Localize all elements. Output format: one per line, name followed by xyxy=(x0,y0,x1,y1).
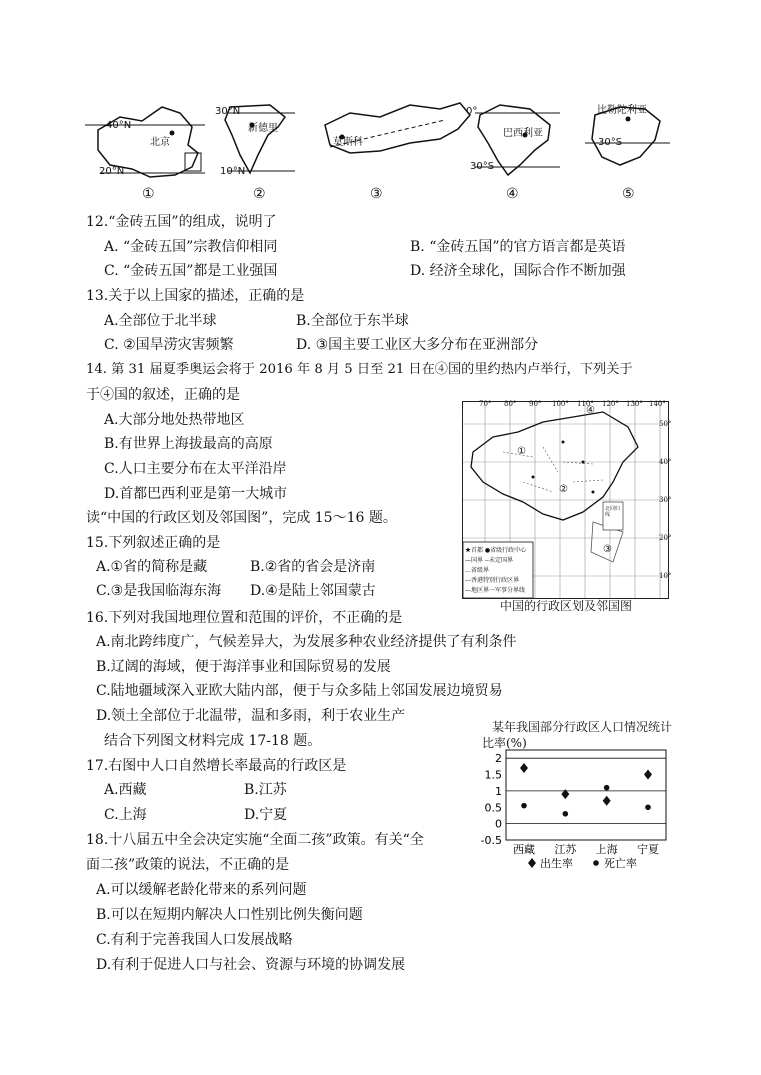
q18-stem-line2: 面二孩”政策的说法，不正确的是 xyxy=(86,857,290,873)
q14-stem-line1: 14. 第 31 届夏季奥运会将于 2016 年 8 月 5 日至 21 日在④国的里约热内卢举行，下列关于 xyxy=(86,362,633,377)
map2-lat1-label: 30°N xyxy=(215,106,241,117)
q12-option-b: B. “金砖五国”的官方语言都是英语 xyxy=(410,239,626,255)
map2-number: ② xyxy=(253,186,266,202)
q13-option-a: A.全部位于北半球 xyxy=(104,313,217,329)
china-map-caption: 中国的行政区划及邻国图 xyxy=(500,599,633,613)
map-mark-4: ④ xyxy=(586,405,595,416)
x-category-label: 江苏 xyxy=(554,843,577,856)
q12-stem: 12.“金砖五国”的组成，说明了 xyxy=(86,214,277,230)
map4-lat2-label: 30°S xyxy=(470,161,495,172)
map1-lat1-label: 40°N xyxy=(106,120,132,131)
map-lat-30: 30° xyxy=(659,496,672,504)
q18-stem-line1: 18.十八届五中全会决定实施“全面二孩”政策。有关“全 xyxy=(86,832,424,848)
read-15-16: 读“中国的行政区划及邻国图”，完成 15～16 题。 xyxy=(86,510,397,526)
map4-lat1-label: 0° xyxy=(466,106,478,117)
x-category-label: 上海 xyxy=(595,843,618,856)
q14-stem-line2: 于④国的叙述，正确的是 xyxy=(86,387,240,403)
q18-option-d: D.有利于促进人口与社会、资源与环境的协调发展 xyxy=(96,957,406,973)
q17-option-c: C.上海 xyxy=(104,807,147,823)
q13-option-d: D. ③国主要工业区大多分布在亚洲部分 xyxy=(296,337,539,353)
q17-option-a: A.西藏 xyxy=(104,782,147,798)
map2-lat2-label: 10°N xyxy=(220,166,246,177)
map-lat-10: 10° xyxy=(659,572,672,580)
map3-number: ③ xyxy=(370,186,383,202)
q16-option-c: C.陆地疆域深入亚欧大陆内部，便于与众多陆上邻国发展边境贸易 xyxy=(96,683,503,699)
q17-option-d: D.宁夏 xyxy=(244,807,288,823)
q17-option-b: B.江苏 xyxy=(244,782,287,798)
map1-number: ① xyxy=(142,186,155,202)
population-chart xyxy=(470,748,675,876)
q15-option-c: C.③是我国临海东海 xyxy=(96,583,222,599)
map-lat-40: 40° xyxy=(659,458,672,466)
read-17-18: 结合下列图文材料完成 17-18 题。 xyxy=(104,733,322,749)
map-mark-1: ① xyxy=(517,446,526,457)
map-legend-2: —国界 --未定国界 xyxy=(465,557,513,564)
map3-city-label: 莫斯科 xyxy=(333,137,363,148)
map-legend-4: ---香港特别行政区界 xyxy=(465,577,520,584)
map-legend-5: —地区界一军事分界线 xyxy=(465,587,526,594)
y-tick-label: 1 xyxy=(495,784,502,798)
map-lon-120: 120° xyxy=(602,400,619,408)
map-legend-3: …省级界 xyxy=(465,567,490,574)
q18-option-b: B.可以在短期内解决人口性别比例失衡问题 xyxy=(96,907,363,923)
map-lon-130: 130° xyxy=(626,400,643,408)
death-rate-point xyxy=(521,803,527,809)
legend-death-label: 死亡率 xyxy=(604,857,637,870)
y-tick-label: 0.5 xyxy=(484,801,502,815)
map-lat-50: 50° xyxy=(659,420,672,428)
q14-option-a: A.大部分地处热带地区 xyxy=(104,412,245,428)
map-legend-1: ★首都 ●省级行政中心 xyxy=(465,547,527,554)
y-tick-label: 1.5 xyxy=(484,768,502,782)
y-tick-label: 0 xyxy=(495,817,502,831)
q14-option-d: D.首都巴西利亚是第一大城市 xyxy=(104,486,288,502)
map-lon-90: 90° xyxy=(529,400,542,408)
x-category-label: 西藏 xyxy=(513,843,535,856)
chart-title: 某年我国部分行政区人口情况统计 xyxy=(492,720,673,734)
q17-stem: 17.右图中人口自然增长率最高的行政区是 xyxy=(86,758,347,774)
map-lon-100: 100° xyxy=(552,400,569,408)
map-lon-110: 110° xyxy=(577,400,594,408)
map-mark-2: ② xyxy=(559,484,568,495)
q15-stem: 15.下列叙述正确的是 xyxy=(86,535,221,551)
q16-stem: 16.下列对我国地理位置和范围的评价，不正确的是 xyxy=(86,610,403,626)
q12-option-d: D. 经济全球化，国际合作不断加强 xyxy=(410,263,626,279)
y-tick-label: -0.5 xyxy=(480,834,502,847)
q16-option-d: D.领土全部位于北温带，温和多雨，利于农业生产 xyxy=(96,708,406,724)
birth-rate-point xyxy=(603,796,611,806)
map4-city-label: 巴西利亚 xyxy=(503,128,543,139)
plot-frame xyxy=(506,750,666,840)
map-lat-20: 20° xyxy=(659,534,672,542)
death-rate-point xyxy=(645,804,651,810)
q12-option-c: C. “金砖五国”都是工业强国 xyxy=(104,263,278,279)
q16-option-b: B.辽阔的海域，便于海洋事业和国际贸易的发展 xyxy=(96,659,391,675)
chart-ylabel: 比率(%) xyxy=(482,736,527,750)
map4-number: ④ xyxy=(506,186,519,202)
map-lon-80: 80° xyxy=(504,400,517,408)
x-category-label: 宁夏 xyxy=(637,843,659,856)
map5-city-label: 比勒陀利亚 xyxy=(597,105,647,116)
map5-lat1-label: 30°S xyxy=(598,137,623,148)
map1-lat2-label: 20°N xyxy=(99,166,125,177)
q14-option-c: C.人口主要分布在太平洋沿岸 xyxy=(104,461,287,477)
map-lon-70: 70° xyxy=(479,400,492,408)
legend-birth-label: 出生率 xyxy=(540,857,573,870)
q14-option-b: B.有世界上海拔最高的高原 xyxy=(104,436,273,452)
death-rate-point xyxy=(604,785,610,791)
legend-birth-marker xyxy=(528,858,536,868)
map-lon-140: 140° xyxy=(649,400,666,408)
birth-rate-point xyxy=(520,763,528,773)
map-inset-label: 北回归线 xyxy=(605,506,621,518)
q15-option-b: B.②省的省会是济南 xyxy=(250,559,376,575)
birth-rate-point xyxy=(644,770,652,780)
map-mark-3: ③ xyxy=(603,544,612,555)
q15-option-a: A.①省的简称是藏 xyxy=(96,559,208,575)
q15-option-d: D.④是陆上邻国蒙古 xyxy=(250,583,376,599)
q18-option-a: A.可以缓解老龄化带来的系列问题 xyxy=(96,882,307,898)
china-admin-map xyxy=(462,400,672,599)
q12-option-a: A. “金砖五国”宗教信仰相同 xyxy=(104,239,278,255)
q13-option-b: B.全部位于东半球 xyxy=(296,313,409,329)
death-rate-point xyxy=(563,811,569,817)
y-tick-label: 2 xyxy=(495,752,502,766)
legend-death-marker xyxy=(593,860,599,866)
q13-option-c: C. ②国旱涝灾害频繁 xyxy=(104,337,234,353)
map2-city-label: 新德里 xyxy=(248,123,278,134)
map5-number: ⑤ xyxy=(622,186,635,202)
q16-option-a: A.南北跨纬度广，气候差异大，为发展多种农业经济提供了有利条件 xyxy=(96,634,517,650)
q13-stem: 13.关于以上国家的描述，正确的是 xyxy=(86,288,305,304)
map1-city-label: 北京 xyxy=(150,137,170,148)
q18-option-c: C.有利于完善我国人口发展战略 xyxy=(96,932,293,948)
